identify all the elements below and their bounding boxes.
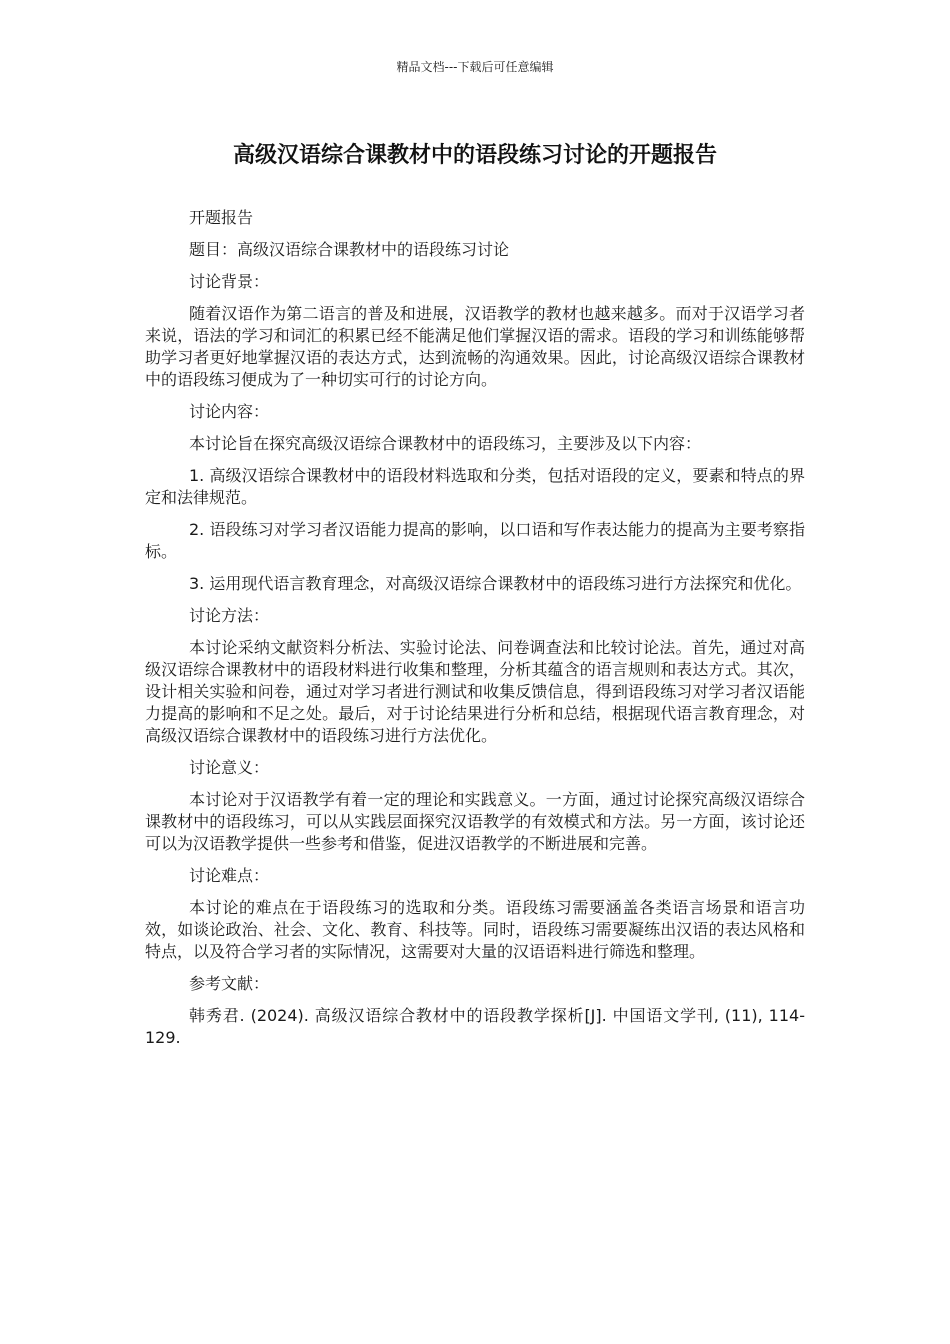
content-intro-paragraph: 本讨论旨在探究高级汉语综合课教材中的语段练习，主要涉及以下内容：: [189, 434, 702, 453]
section-label-method: 讨论方法：: [189, 606, 270, 625]
header-note: 精品文档---下载后可任意编辑: [396, 60, 554, 74]
section-label-content: 讨论内容：: [189, 402, 270, 421]
background-paragraph: 随着汉语作为第二语言的普及和进展，汉语教学的教材也越来越多。而对于汉语学习者来说，语法的学习和词汇的积累已经不能满足他们掌握汉语的需求。语段的学习和训练能够帮助学习者更好地掌握汉语的表达方式，达到流畅的沟通效果。因此，讨论高级汉语综合课教材中的语段练习便成为了一种切实可行的讨论方向。: [145, 304, 805, 389]
difficulty-paragraph: 本讨论的难点在于语段练习的选取和分类。语段练习需要涵盖各类语言场景和语言功效，如谈论政治、社会、文化、教育、科技等。同时，语段练习需要凝练出汉语的表达风格和特点，以及符合学习者的实际情况，这需要对大量的汉语语料进行筛选和整理。: [145, 898, 805, 961]
section-label-report: 开题报告: [189, 208, 254, 227]
section-label-difficulty: 讨论难点：: [189, 866, 270, 885]
method-paragraph: 本讨论采纳文献资料分析法、实验讨论法、问卷调查法和比较讨论法。首先，通过对高级汉语综合课教材中的语段材料进行收集和整理，分析其蕴含的语言规则和表达方式。其次，设计相关实验和问卷，通过对学习者进行测试和收集反馈信息，得到语段练习对学习者汉语能力提高的影响和不足之处。最后，对于讨论结果进行分析和总结，根据现代语言教育理念，对高级汉语综合课教材中的语段练习进行方法优化。: [145, 638, 805, 745]
document-title: 高级汉语综合课教材中的语段练习讨论的开题报告: [232, 143, 717, 168]
section-label-references: 参考文献：: [189, 974, 270, 993]
section-label-background: 讨论背景：: [189, 272, 270, 291]
content-item-1: 1. 高级汉语综合课教材中的语段材料选取和分类，包括对语段的定义，要素和特点的界定和法律规范。: [145, 466, 805, 507]
significance-paragraph: 本讨论对于汉语教学有着一定的理论和实践意义。一方面，通过讨论探究高级汉语综合课教材中的语段练习，可以从实践层面探究汉语教学的有效模式和方法。另一方面，该讨论还可以为汉语教学提供一些参考和借鉴，促进汉语教学的不断进展和完善。: [145, 790, 805, 853]
content-item-3: 3. 运用现代语言教育理念，对高级汉语综合课教材中的语段练习进行方法探究和优化。: [189, 574, 802, 593]
section-label-significance: 讨论意义：: [189, 758, 270, 777]
content-item-2: 2. 语段练习对学习者汉语能力提高的影响，以口语和写作表达能力的提高为主要考察指标。: [145, 520, 805, 561]
reference-entry: 韩秀君. (2024). 高级汉语综合教材中的语段教学探析[J]. 中国语文学刊, (11), 114-129.: [145, 1006, 805, 1047]
document-body: [145, 207, 805, 1059]
topic-line: 题目：高级汉语综合课教材中的语段练习讨论: [189, 240, 510, 259]
